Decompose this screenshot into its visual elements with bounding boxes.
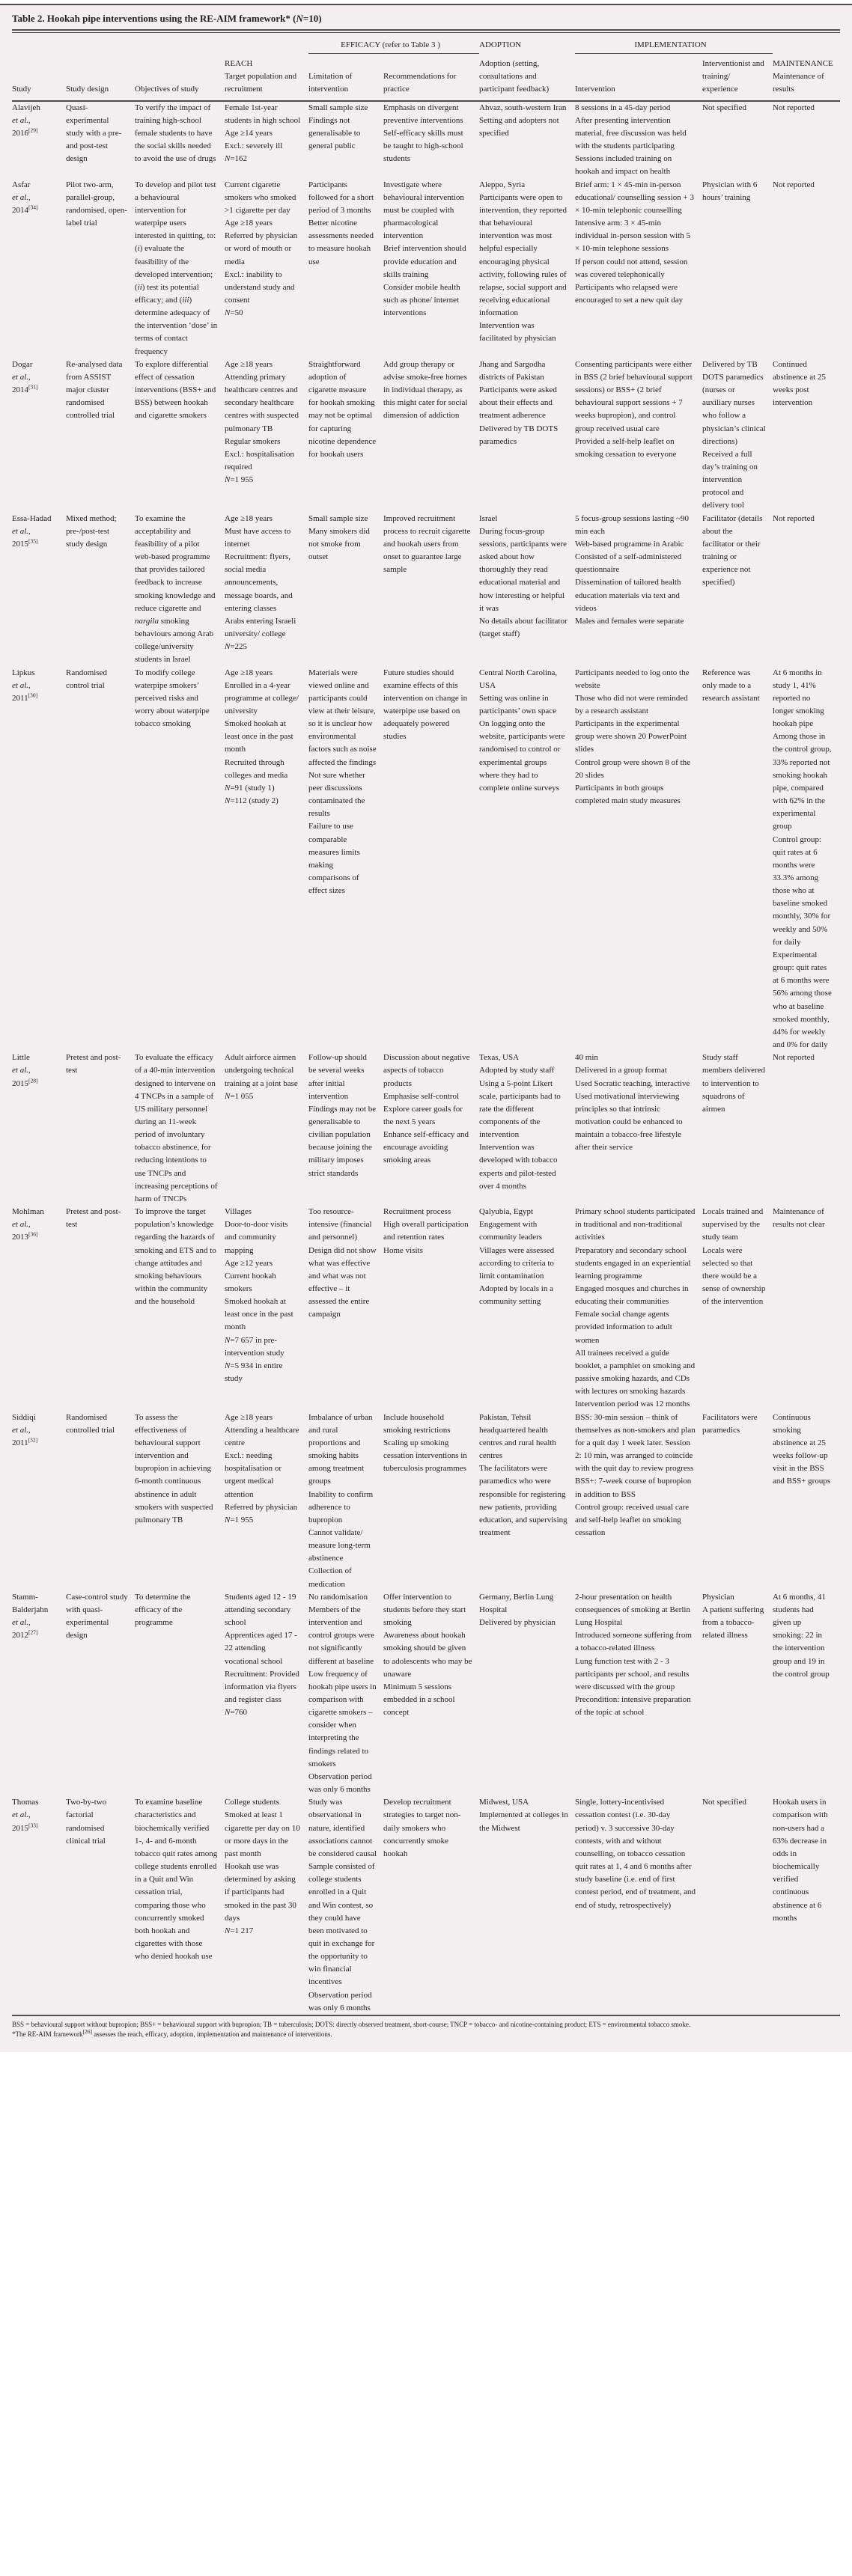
footnotes — [12, 2020, 840, 2040]
cell-maintenance: Hookah users in comparison with non-users had a 63% decrease in odds in biochemically verified continuous abstinence at 6 months — [773, 1798, 828, 1923]
study-row-stamm-balderjahn-2012 — [12, 1591, 840, 1797]
cell-intervention: Primary school students participated in traditional and non-traditional activities Preparatory and secondary school students engaged in an experiential learning programme Engaged mosques and churches in educating their communities Female social change agents provided information to adult women All trainees received a guide booklet, a pamphlet on smoking and passive smoking hazards, and CDs with lectures on smoking hazards Intervention period was 12 months — [575, 1207, 696, 1409]
cell-adoption: Central North Carolina, USA Setting was online in participants’ own space On logging onto the website, participants were randomised to control or experimental groups where they had to complete online surveys — [479, 668, 565, 793]
cell-intervention: 5 focus-group sessions lasting ~90 min each Web-based programme in Arabic Consisted of a self-administered questionnaire Dissemination of tailored health education materials via text and videos Males and females were separate — [575, 513, 690, 626]
cell-maintenance: Not reported — [773, 180, 815, 189]
cell-study_design: Quasi-experimental study with a pre- and post-test design — [66, 103, 122, 164]
cell-interventionist: Facilitators were paramedics — [702, 1412, 758, 1435]
cell-interventionist: Delivered by TB DOTS paramedics (nurses or auxiliary nurses who follow a physician’s clinical directions) Received a full day’s training on intervention protocol and delivery tool — [702, 359, 766, 510]
cell-reach: Age ≥18 years Attending primary healthcare centres and secondary healthcare centres with suspected pulmonary TB Regular smokers Excl.: hospitalisation required N=1 955 — [225, 359, 299, 485]
cell-study_design: Two-by-two factorial randomised clinical trial — [66, 1798, 107, 1846]
cell-study: Mohlman et al., 2013[36] — [12, 1207, 44, 1242]
cell-objectives: To verify the impact of training high-school female students to have the social skills needed to avoid the use of drugs — [135, 103, 216, 164]
cell-study: Dogar et al., 2014[31] — [12, 359, 38, 395]
study-row-dogar-2014 — [12, 358, 840, 513]
page-bottom-margin — [0, 2052, 852, 2090]
cell-reach: Age ≥18 years Must have access to internet Recruitment: flyers, social media announcements, message boards, and entering classes Arabs entering Israeli university/ college N=225 — [225, 513, 296, 652]
cell-limitation: Materials were viewed online and participants could view at their leisure, so it is unclear how environmental factors such as noise affected the findings Not sure whether peer discussions contaminated the results Failure to use comparable measures limits making comparisons of effect sizes — [308, 668, 377, 896]
table-body — [12, 101, 840, 2015]
group-header-efficacy: EFFICACY (refer to Table 3 ) — [308, 34, 479, 54]
study-row-little-2015 — [12, 1052, 840, 1206]
column-header-recommendations: Recommendations for practice — [383, 72, 457, 94]
cell-recommendations: Emphasis on divergent preventive interventions Self-efficacy skills must be taught to high-school students — [383, 103, 463, 164]
cell-objectives: To examine baseline characteristics and biochemically verified 1-, 4- and 6-month tobacco quit rates among college students enrolled in a Quit and Win cessation trial, comparing those who concurrently smoked both hookah and cigarettes with those who denied hookah use — [135, 1798, 218, 1962]
cell-intervention: Consenting participants were either in BSS (2 brief behavioural support sessions) or BSS+ (2 brief behavioural support sessions + 7 weeks bupropion), and control group received usual care Provided a self-help leaflet on smoking cessation to everyone — [575, 359, 693, 459]
cell-adoption: Aleppo, Syria Participants were open to intervention, they reported that behavioural intervention was most helpful especially encouraging physical activity, following rules of relapse, social support and receiving educational information Intervention was facilitated by physician — [479, 180, 568, 344]
cell-recommendations: Discussion about negative aspects of tobacco products Emphasise self-control Explore career goals for the next 5 years Enhance self-efficacy and encourage avoiding smoking areas — [383, 1053, 470, 1165]
cell-limitation: Small sample size Findings not generalisable to general public — [308, 103, 368, 151]
study-row-thomas-2015 — [12, 1796, 840, 2015]
cell-study_design: Mixed method; pre-/post-test study design — [66, 513, 117, 549]
cell-maintenance: Continuous smoking abstinence at 25 weeks follow-up visit in the BSS and BSS+ groups — [773, 1412, 831, 1486]
cell-intervention: Single, lottery-incentivised cessation contest (i.e. 30-day period) v. 3 successive 30-day contests, with and without counselling, on tobacco cessation quit rates at 1, 4 and 6 months after study baseline (i.e. end of first contest period, end of treatment, and end of study, retrospectively) — [575, 1798, 696, 1910]
cell-recommendations: Include household smoking restrictions Scaling up smoking cessation interventions in tuberculosis programmes — [383, 1412, 467, 1474]
cell-interventionist: Reference was only made to a research assistant — [702, 668, 760, 703]
reaim-table — [12, 34, 840, 2016]
study-row-lipkus-2011 — [12, 667, 840, 1052]
cell-study_design: Case-control study with quasi-experimental design — [66, 1592, 128, 1640]
column-header-reach: REACH Target population and recruitment — [225, 59, 297, 94]
cell-study: Essa-Hadad et al., 2015[35] — [12, 513, 52, 549]
cell-adoption: Ahvaz, south-western Iran Setting and adopters not specified — [479, 103, 567, 138]
cell-interventionist: Not specified — [702, 103, 746, 112]
cell-adoption: Midwest, USA Implemented at colleges in the Midwest — [479, 1798, 568, 1833]
cell-limitation: Straightforward adoption of cigarette measure for hookah smoking may not be optimal for capturing nicotine dependence for hookah users — [308, 359, 377, 459]
cell-interventionist: Physician with 6 hours’ training — [702, 180, 758, 202]
study-row-siddiqi-2011 — [12, 1411, 840, 1591]
cell-interventionist: Physician A patient suffering from a tobacco-related illness — [702, 1592, 764, 1640]
cell-recommendations: Offer intervention to students before they start smoking Awareness about hookah smoking should be given to adolescents who may be unaware Minimum 5 sessions embedded in a school concept — [383, 1592, 472, 1718]
cell-adoption: Pakistan, Tehsil headquartered health centres and rural health centres The facilitators were paramedics who were responsible for registering new patients, providing education, and supervising treatment — [479, 1412, 568, 1537]
study-row-mohlman-2013 — [12, 1206, 840, 1411]
cell-study: Thomas et al., 2015[33] — [12, 1798, 39, 1833]
cell-maintenance: At 6 months in study 1, 41% reported no longer smoking hookah pipe Among those in the control group, 33% reported not smoking hookah pipe, compared with 62% in the experimental group Control group: quit rates at 6 months were 33.3% among those who at baseline smoked monthly, 30% for weekly and 50% for daily Experimental group: quit rates at 6 months were 56% among those who at baseline smoked monthly, 44% for weekly and 0% for daily — [773, 668, 832, 1050]
cell-study_design: Randomised controlled trial — [66, 1412, 115, 1435]
cell-maintenance: Not reported — [773, 1053, 815, 1063]
cell-objectives: To assess the effectiveness of behavioural support intervention and bupropion in achieving 6-month continuous abstinence in adult smokers with suspected pulmonary TB — [135, 1412, 213, 1524]
cell-interventionist: Locals trained and supervised by the study team Locals were selected so that there would be a sense of ownership of the intervention — [702, 1207, 766, 1307]
cell-recommendations: Develop recruitment strategies to target non-daily smokers who concurrently smoke hookah — [383, 1798, 461, 1858]
table-panel — [0, 4, 852, 2052]
cell-study: Siddiqi et al., 2011[32] — [12, 1412, 38, 1447]
study-row-asfar-2014 — [12, 179, 840, 358]
column-header-study: Study — [12, 85, 31, 94]
cell-study_design: Pilot two-arm, parallel-group, randomised, open-label trial — [66, 180, 127, 228]
cell-recommendations: Investigate where behavioural intervention must be coupled with pharmacological intervention Brief intervention should provide education and skills training Consider mobile health such as phone/ internet interventions — [383, 180, 466, 318]
cell-intervention: Brief arm: 1 × 45-min in-person educational/ counselling session + 3 × 10-min telephonic counselling Intensive arm: 3 × 45-min individual in-person session with 5 × 10-min telephone sessions If person could not attend, session was covered telephonically Participants who relapsed were encouraged to set a new quit day — [575, 180, 694, 305]
cell-study_design: Pretest and post-test — [66, 1207, 121, 1230]
cell-recommendations: Future studies should examine effects of this intervention on change in waterpipe use based on adequately powered studies — [383, 668, 468, 742]
cell-adoption: Qalyubia, Egypt Engagement with community leaders Villages were assessed according to criteria to limit contamination Adopted by locals in a community setting — [479, 1207, 555, 1307]
column-header-row — [12, 54, 840, 101]
cell-adoption: Texas, USA Adopted by study staff Using a 5-point Likert scale, participants had to rate the different components of the intervention Intervention was developed with tobacco experts and pilot-tested over 4 months — [479, 1053, 561, 1191]
cell-maintenance: Continued abstinence at 25 weeks post intervention — [773, 359, 826, 408]
cell-study: Asfar et al., 2014[34] — [12, 180, 38, 215]
column-header-adoption: Adoption (setting, consultations and participant feedback) — [479, 59, 550, 94]
cell-study_design: Pretest and post-test — [66, 1053, 121, 1075]
cell-interventionist: Facilitator (details about the facilitator or their training or experience not specified) — [702, 513, 763, 587]
column-header-limitation: Limitation of intervention — [308, 72, 353, 94]
column-header-study_design: Study design — [66, 85, 109, 94]
cell-study: Little et al., 2015[28] — [12, 1053, 38, 1088]
cell-objectives: To explore differential effect of cessation interventions (BSS+ and BSS) between hookah and cigarette smokers — [135, 359, 216, 421]
cell-study_design: Re-analysed data from ASSIST major cluster randomised controlled trial — [66, 359, 123, 421]
cell-recommendations: Add group therapy or advise smoke-free homes in individual therapy, as this might cater for social dimension of addiction — [383, 359, 468, 421]
footnote: *The RE-AIM framework[26] assesses the reach, efficacy, adoption, implementation and maintenance of interventions. — [12, 2028, 332, 2039]
column-header-maintenance: MAINTENANCE Maintenance of results — [773, 59, 833, 94]
cell-adoption: Israel During focus-group sessions, participants were asked about how thoroughly they read educational material and how interesting or helpful it was No details about facilitator (target staff) — [479, 513, 568, 639]
cell-objectives: To improve the target population’s knowledge regarding the hazards of smoking and ETS and to change attitudes and smoking behaviours within the community and the household — [135, 1207, 216, 1307]
cell-intervention: 8 sessions in a 45-day period After presenting intervention material, free discussion was held with the students participating Sessions included training on hookah and impact on health — [575, 103, 687, 177]
table-title: Table 2. Hookah pipe interventions using the RE-AIM framework* (N=10) — [12, 13, 322, 24]
column-header-intervention: Intervention — [575, 85, 615, 94]
cell-limitation: Participants followed for a short period of 3 months Better nicotine assessments needed to measure hookah use — [308, 180, 374, 266]
study-row-essa-hadad-2015 — [12, 513, 840, 667]
cell-study: Stamm-Balderjahn et al., 2012[27] — [12, 1592, 49, 1640]
cell-objectives: To evaluate the efficacy of a 40-min intervention designed to intervene on 4 TNCPs in a sample of US military personnel during an 11-week period of involuntary tobacco abstinence, for reducing intentions to use TNCPs and increasing perceptions of harm of TNCPs — [135, 1053, 218, 1203]
study-row-alavijeh-2016 — [12, 101, 840, 179]
cell-limitation: Small sample size Many smokers did not smoke from outset — [308, 513, 370, 562]
cell-limitation: Too resource-intensive (financial and personnel) Design did not show what was effective and what was not effective – it assessed the entire campaign — [308, 1207, 377, 1319]
cell-objectives: To determine the efficacy of the programme — [135, 1592, 191, 1628]
cell-maintenance: At 6 months, 41 students had given up smoking: 22 in the intervention group and 19 in the control group — [773, 1592, 830, 1679]
cell-reach: Villages Door-to-door visits and community mapping Age ≥12 years Current hookah smokers Smoked hookah at least once in the past month N=7 657 in pre-intervention study N=5 934 in entire study — [225, 1207, 293, 1384]
cell-reach: Students aged 12 - 19 attending secondary school Apprentices aged 17 - 22 attending vocational school Recruitment: Provided information via flyers and register class N=760 — [225, 1592, 299, 1718]
cell-interventionist: Study staff members delivered to intervention to squadrons of airmen — [702, 1053, 766, 1114]
cell-interventionist: Not specified — [702, 1798, 746, 1807]
cell-reach: Age ≥18 years Attending a healthcare centre Excl.: needing hospitalisation or urgent medical attention Referred by physician N=1 955 — [225, 1412, 299, 1524]
cell-study_design: Randomised control trial — [66, 668, 107, 690]
cell-limitation: Imbalance of urban and rural proportions and smoking habits among treatment groups Inability to confirm adherence to bupropion Cannot validate/ measure long-term abstinence Collection of medication — [308, 1412, 374, 1589]
cell-intervention: Participants needed to log onto the website Those who did not were reminded by a research assistant Participants in the experimental group were shown 20 PowerPoint slides Control group were shown 8 of the 20 slides Participants in both groups completed main study measures — [575, 668, 690, 806]
cell-adoption: Jhang and Sargodha districts of Pakistan Participants were asked about their effects and treatment adherence Delivered by TB DOTS paramedics — [479, 359, 559, 446]
header-top-rule — [12, 29, 840, 33]
cell-limitation: No randomisation Members of the intervention and control groups were not significantly different at baseline Low frequency of hookah pipe users in comparison with cigarette smokers – consider when interpreting the findings related to smokers Observation period was only 6 months — [308, 1592, 377, 1795]
cell-objectives: To examine the acceptability and feasibility of a pilot web-based programme that provides tailored feedback to increase smoking knowledge and reduce cigarette and nargila smoking behaviours among Arab college/university students in Israel — [135, 513, 216, 665]
column-header-objectives: Objectives of study — [135, 85, 199, 94]
cell-maintenance: Maintenance of results not clear — [773, 1207, 825, 1230]
cell-reach: Age ≥18 years Enrolled in a 4-year programme at college/ university Smoked hookah at least once in the past month Recruited through colleges and media N=91 (study 1) N=112 (study 2) — [225, 668, 299, 806]
cell-maintenance: Not reported — [773, 103, 815, 112]
cell-recommendations: Improved recruitment process to recruit cigarette and hookah users from onset to guarantee large sample — [383, 513, 471, 575]
cell-reach: Current cigarette smokers who smoked >1 cigarette per day Age ≥18 years Referred by physician or word of mouth or media Excl.: inability to understand study and consent N=50 — [225, 180, 298, 318]
cell-study: Lipkus et al., 2011[30] — [12, 668, 38, 703]
cell-maintenance: Not reported — [773, 513, 815, 523]
group-header-spacer — [12, 34, 308, 54]
cell-objectives: To modify college waterpipe smokers’ perceived risks and worry about waterpipe tobacco smoking — [135, 668, 210, 729]
cell-objectives: To develop and pilot test a behavioural intervention for waterpipe users interested in quitting, to: (i) evaluate the feasibility of the developed intervention; (ii) test its potential efficacy; and (iii) determine adequacy of the intervention ‘dose’ in terms of contact frequency — [135, 180, 218, 356]
cell-adoption: Germany, Berlin Lung Hospital Delivered by physician — [479, 1592, 556, 1628]
cell-intervention: BSS: 30-min session – think of themselves as non-smokers and plan for a quit day 1 week later. Session 2: 10 min, was arranged to coincide with the quit day to review progress BSS+: 7-week course of bupropion in addition to BSS Control group: received usual care and self-help leaflet on smoking cessation — [575, 1412, 696, 1537]
cell-study: Alavijeh et al., 2016[29] — [12, 103, 40, 138]
group-header-adoption: ADOPTION — [479, 40, 522, 49]
group-header-implementation: IMPLEMENTATION — [575, 34, 773, 54]
column-header-interventionist: Interventionist and training/ experience — [702, 59, 764, 94]
group-header-spacer — [773, 34, 840, 54]
group-header-row — [12, 34, 840, 54]
footnote: BSS = behavioural support without bupropion; BSS+ = behavioural support with bupropion; TB = tuberculosis; DOTS: directly observed treatment, short-course; TNCP = tobacco- and nicotine-containing product; ETS = environmental tobacco smoke. — [12, 2020, 691, 2028]
cell-limitation: Follow-up should be several weeks after initial intervention Findings may not be generalisable to civilian population because joining the military imposes strict standards — [308, 1053, 377, 1178]
table-header — [12, 34, 840, 101]
cell-reach: College students Smoked at least 1 cigarette per day on 10 or more days in the past month Hookah use was determined by asking if participants had smoked in the past 30 days N=1 217 — [225, 1798, 300, 1935]
cell-limitation: Study was observational in nature, identified associations cannot be considered causal Sample consisted of college students enrolled in a Quit and Win contest, so they could have been motivated to quit in exchange for the opportunity to win financial incentives Observation period was only 6 months — [308, 1798, 377, 2012]
cell-intervention: 40 min Delivered in a group format Used Socratic teaching, interactive Used motivational interviewing principles so that intrinsic motivation could be enhanced to maintain a tobacco-free lifestyle after their service — [575, 1053, 690, 1153]
cell-reach: Adult airforce airmen undergoing technical training at a joint base N=1 055 — [225, 1053, 298, 1101]
cell-recommendations: Recruitment process High overall participation and retention rates Home visits — [383, 1207, 469, 1255]
cell-reach: Female 1st-year students in high school Age ≥14 years Excl.: severely ill N=162 — [225, 103, 301, 164]
cell-intervention: 2-hour presentation on health consequences of smoking at Berlin Lung Hospital Introduced someone suffering from a tobacco-related illness Lung function test with 2 - 3 participants per school, and results were discussed with the group Precondition: intensive preparation of the topic at school — [575, 1592, 692, 1718]
